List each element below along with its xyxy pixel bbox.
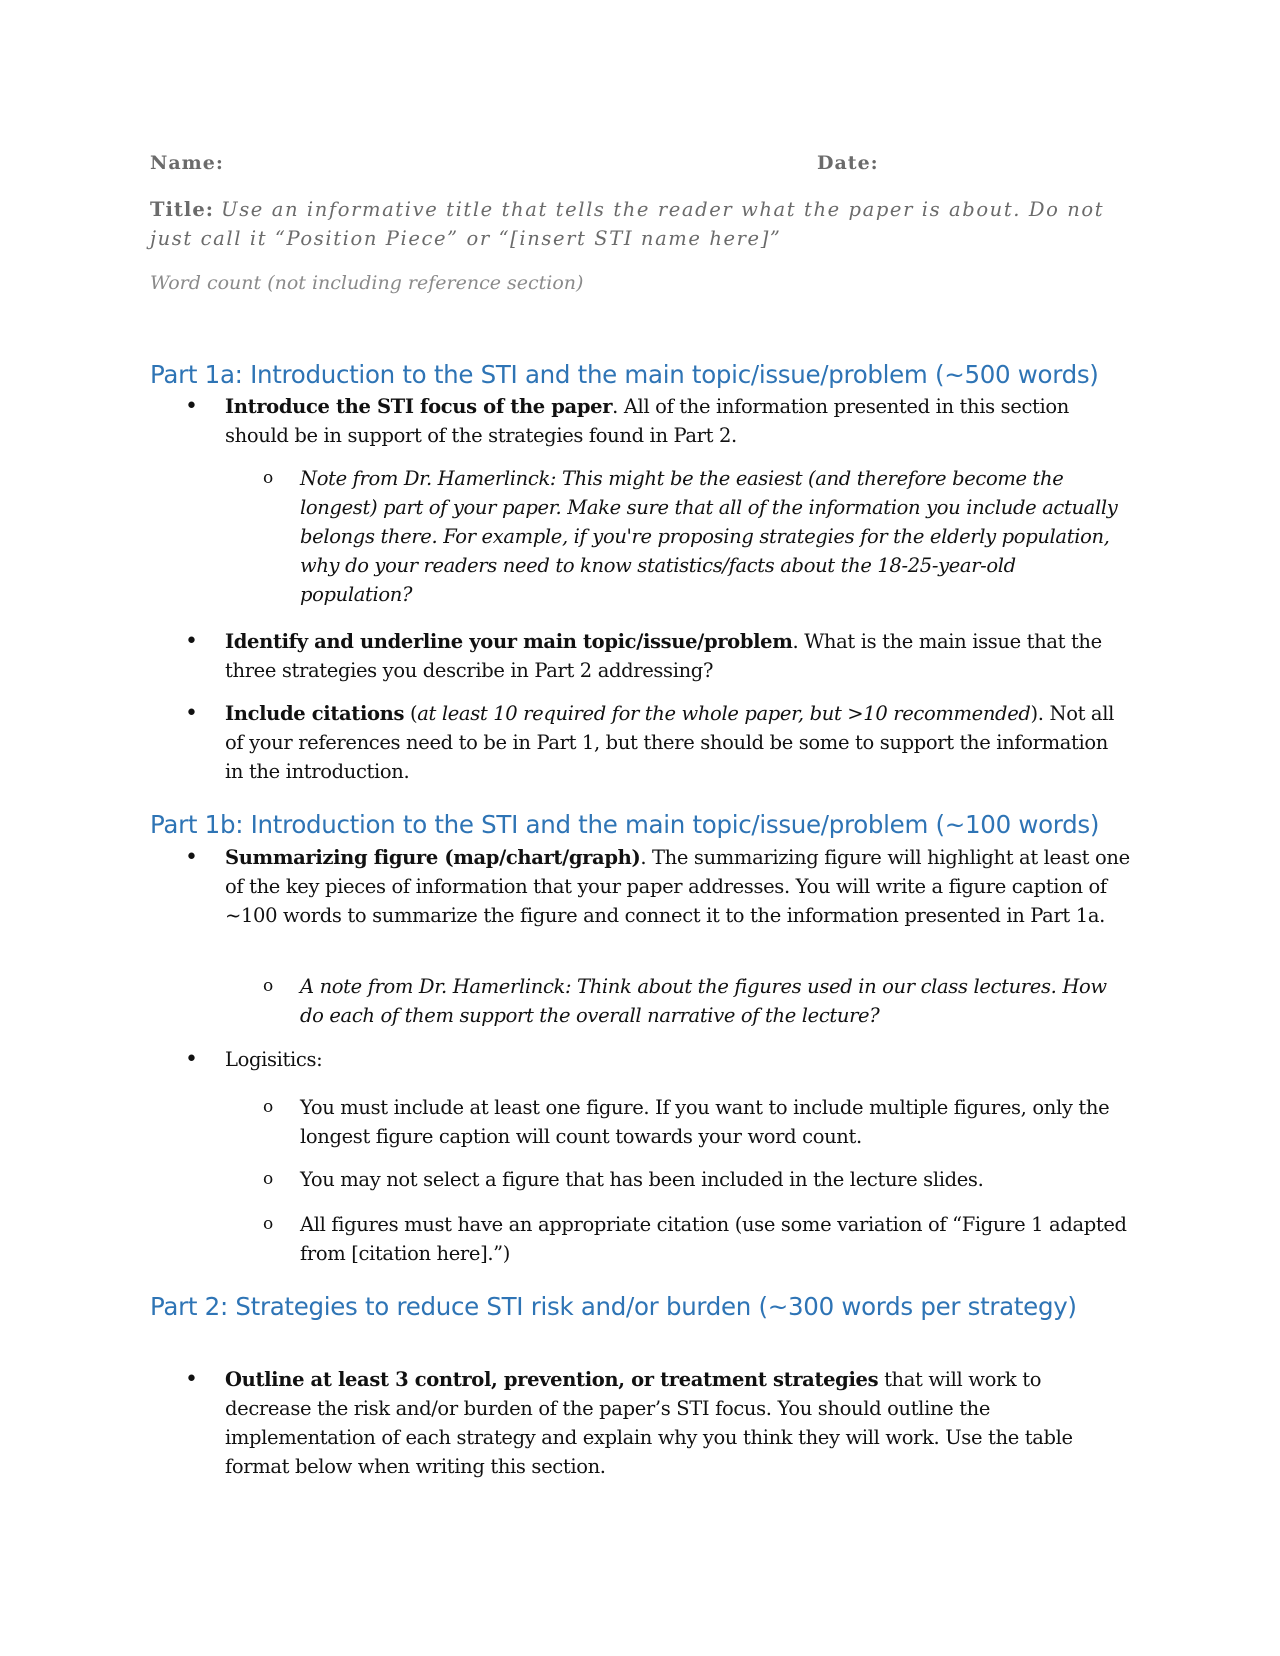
title-instruction-text: Use an informative title that tells the reader what the paper is about. Do not just call it “Position Piece” or “[insert STI name here]” [150, 198, 1105, 250]
part-1a-bullet-2 [225, 627, 1130, 685]
bold-lead: Introduce the STI focus of the paper [225, 395, 613, 418]
part-1a-bullet-1 [225, 392, 1130, 450]
part-2-bullet-1 [225, 1365, 1130, 1481]
bullet-text: . The summarizing figure will highlight at least one of the key pieces of information that your paper addresses. You will write a figure caption of ~100 words to summarize the figure and connect it to the information presented in Part 1a. [225, 846, 1130, 927]
sub-bullet-icon: o [263, 1169, 274, 1189]
date-field-label: Date: [817, 152, 879, 174]
bullet-icon: • [185, 629, 198, 654]
part-1a-note: Note from Dr. Hamerlinck: This might be the easiest (and therefore become the longest) part of your paper. Make sure that all of the information you include actually belongs there. For example, if you're proposing strategies for the elderly population, why do your readers need to know statistics/facts about the 18-25-year-old population? [300, 467, 1118, 606]
sub-bullet-icon: o [263, 1097, 274, 1117]
italic-note: at least 10 required for the whole paper, but >10 recommended [417, 702, 1031, 725]
part-2-heading: Part 2: Strategies to reduce STI risk and/or burden (~300 words per strategy) [150, 1292, 1077, 1321]
part-1b-note: A note from Dr. Hamerlinck: Think about the figures used in our class lectures. How do each of them support the overall narrative of the lecture? [300, 975, 1107, 1027]
word-count-note: Word count (not including reference section) [150, 272, 584, 294]
part-1a-heading: Part 1a: Introduction to the STI and the main topic/issue/problem (~500 words) [150, 360, 1099, 389]
bullet-icon: • [185, 1047, 198, 1072]
sub-bullet-icon: o [263, 976, 274, 996]
part-1b-bullet-1 [225, 843, 1130, 930]
part-1b-bullet-2: Logisitics: [225, 1048, 323, 1071]
sub-bullet-icon: o [263, 1214, 274, 1234]
part-1a-bullet-3 [225, 699, 1130, 786]
name-field-label: Name: [150, 152, 224, 174]
logistics-sub-2: You may not select a figure that has been included in the lecture slides. [300, 1168, 984, 1191]
title-label: Title: [150, 198, 214, 221]
sub-bullet-icon: o [263, 468, 274, 488]
bullet-text: . All of the information presented in this section should be in support of the strategies found in Part 2. [225, 395, 1070, 447]
paren: ( [404, 702, 418, 725]
bold-lead: Summarizing figure (map/chart/graph) [225, 846, 641, 869]
bullet-icon: • [185, 845, 198, 870]
title-instruction [150, 195, 1110, 253]
logistics-sub-3: All figures must have an appropriate citation (use some variation of “Figure 1 adapted from [citation here].”) [300, 1213, 1127, 1265]
bold-lead: Outline at least 3 control, prevention, or treatment strategies [225, 1368, 879, 1391]
part-1b-heading: Part 1b: Introduction to the STI and the main topic/issue/problem (~100 words) [150, 810, 1100, 839]
bullet-icon: • [185, 1367, 198, 1392]
bold-lead: Identify and underline your main topic/issue/problem [225, 630, 793, 653]
bullet-text: that will work to decrease the risk and/or burden of the paper’s STI focus. You should outline the implementation of each strategy and explain why you think they will work. Use the table format below when writing this section. [225, 1368, 1073, 1478]
bold-lead: Include citations [225, 702, 405, 725]
bullet-text: . What is the main issue that the three strategies you describe in Part 2 addressing? [225, 630, 1102, 682]
logistics-sub-1: You must include at least one figure. If you want to include multiple figures, only the longest figure caption will count towards your word count. [300, 1096, 1110, 1148]
bullet-text: ). Not all of your references need to be in Part 1, but there should be some to support the information in the introduction. [225, 702, 1114, 783]
bullet-icon: • [185, 701, 198, 726]
bullet-icon: • [185, 394, 198, 419]
